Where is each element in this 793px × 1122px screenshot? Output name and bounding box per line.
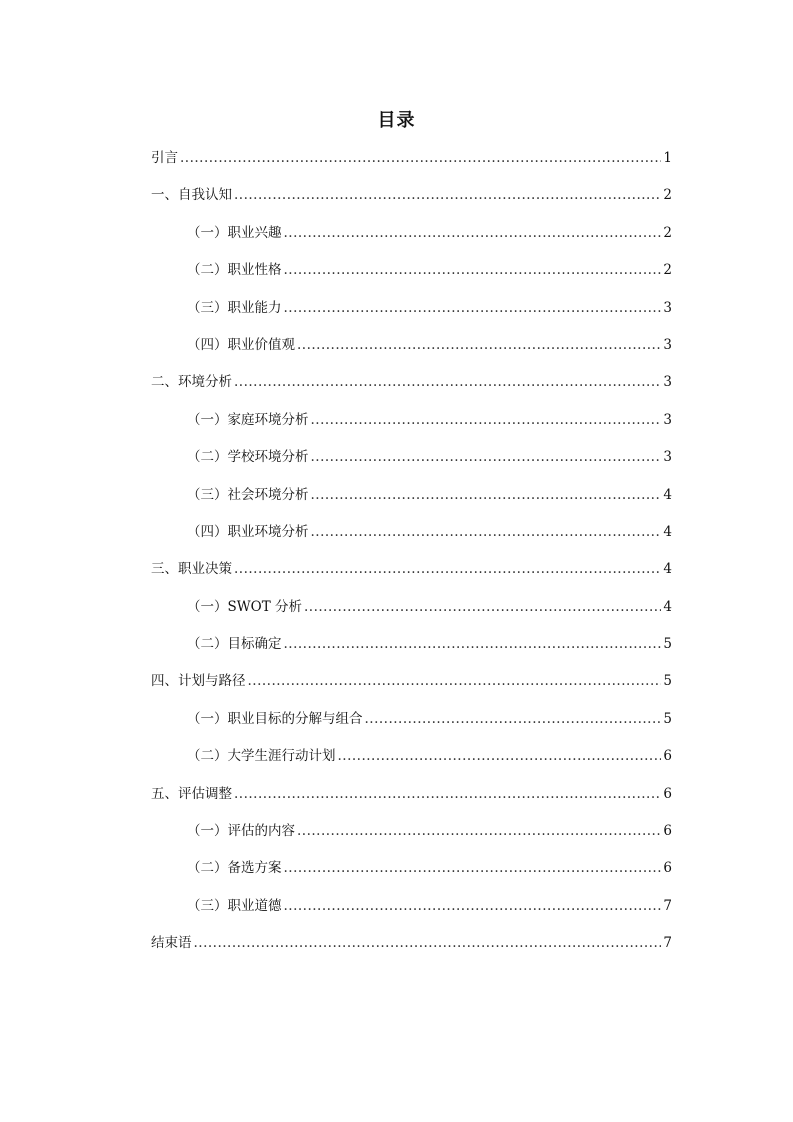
toc-entry-label: （四）职业价值观: [187, 336, 295, 353]
toc-subsection-entry[interactable]: [151, 409, 672, 446]
toc-subsection-entry[interactable]: [151, 708, 672, 745]
toc-entry-label: 一、自我认知: [151, 187, 232, 204]
toc-entry-label: 二、环境分析: [151, 374, 232, 391]
toc-subsection-entry[interactable]: [151, 259, 672, 296]
toc-entry-label: （四）职业环境分析: [187, 523, 309, 540]
toc-dot-leader: [194, 932, 662, 954]
toc-page-number: 2: [663, 187, 672, 204]
toc-page-number: 4: [663, 598, 672, 615]
toc-entry-label: （二）目标确定: [187, 636, 282, 653]
toc-section-entry[interactable]: [151, 147, 672, 184]
toc-subsection-entry[interactable]: [151, 633, 672, 670]
toc-dot-leader: [284, 259, 662, 281]
toc-page-number: 3: [663, 299, 672, 316]
toc-dot-leader: [234, 783, 661, 805]
toc-entry-label: （二）备选方案: [187, 860, 282, 877]
toc-page-number: 6: [663, 785, 672, 802]
toc-subsection-entry[interactable]: [151, 820, 672, 857]
toc-page-number: 4: [663, 486, 672, 503]
toc-page-number: 2: [663, 262, 672, 279]
toc-subsection-entry[interactable]: [151, 297, 672, 334]
toc-dot-leader: [311, 446, 662, 468]
toc-subsection-entry[interactable]: [151, 857, 672, 894]
toc-dot-leader: [304, 596, 661, 618]
toc-page-number: 6: [663, 748, 672, 765]
toc-subsection-entry[interactable]: [151, 334, 672, 371]
toc-subsection-entry[interactable]: [151, 484, 672, 521]
toc-dot-leader: [284, 297, 662, 319]
toc-dot-leader: [297, 820, 661, 842]
toc-dot-leader: [284, 222, 662, 244]
toc-page-number: 3: [663, 411, 672, 428]
toc-dot-leader: [234, 371, 661, 393]
toc-entry-label: （二）学校环境分析: [187, 449, 309, 466]
toc-page-number: 5: [663, 673, 672, 690]
toc-subsection-entry[interactable]: [151, 521, 672, 558]
toc-page-number: 4: [663, 523, 672, 540]
toc-dot-leader: [284, 895, 662, 917]
toc-dot-leader: [248, 670, 662, 692]
toc-section-entry[interactable]: [151, 371, 672, 408]
toc-entry-label: （一）职业兴趣: [187, 224, 282, 241]
toc-subsection-entry[interactable]: [151, 596, 672, 633]
toc-page-number: 4: [663, 561, 672, 578]
toc-dot-leader: [180, 147, 661, 169]
toc-dot-leader: [234, 184, 661, 206]
toc-entry-label: 四、计划与路径: [151, 673, 246, 690]
toc-entry-label: （三）职业能力: [187, 299, 282, 316]
toc-page-number: 3: [663, 449, 672, 466]
toc-page-number: 7: [663, 897, 672, 914]
toc-page-number: 5: [663, 636, 672, 653]
toc-dot-leader: [297, 334, 661, 356]
toc-section-entry[interactable]: [151, 783, 672, 820]
toc-dot-leader: [311, 409, 662, 431]
toc-title: 目录: [377, 110, 416, 131]
toc-entry-label: （三）职业道德: [187, 897, 282, 914]
toc-section-entry[interactable]: [151, 932, 672, 969]
toc-dot-leader: [284, 857, 662, 879]
toc-entry-label: 引言: [151, 150, 178, 166]
toc-entry-label: 五、评估调整: [151, 785, 232, 802]
toc-subsection-entry[interactable]: [151, 745, 672, 782]
toc-entry-label: （一）评估的内容: [187, 823, 295, 840]
toc-dot-leader: [338, 745, 662, 767]
toc-section-entry[interactable]: [151, 670, 672, 707]
toc-entry-label: 三、职业决策: [151, 561, 232, 578]
toc-entry-label: （一）家庭环境分析: [187, 411, 309, 428]
toc-subsection-entry[interactable]: [151, 895, 672, 932]
toc-page-number: 6: [663, 860, 672, 877]
toc-page-number: 1: [663, 150, 672, 166]
toc-page-number: 5: [663, 710, 672, 727]
toc-subsection-entry[interactable]: [151, 446, 672, 483]
toc-section-entry[interactable]: [151, 184, 672, 221]
toc-page-number: 7: [663, 935, 672, 952]
toc-entry-label: （三）社会环境分析: [187, 486, 309, 503]
toc-entry-label: 结束语: [151, 935, 192, 952]
toc-entry-label: （二）职业性格: [187, 262, 282, 279]
toc-page-number: 3: [663, 374, 672, 391]
toc-entry-label: （二）大学生涯行动计划: [187, 748, 336, 765]
table-of-contents: [151, 147, 672, 970]
toc-dot-leader: [234, 558, 661, 580]
toc-page-number: 3: [663, 336, 672, 353]
toc-dot-leader: [365, 708, 662, 730]
toc-entry-label: （一）职业目标的分解与组合: [187, 710, 363, 727]
toc-section-entry[interactable]: [151, 558, 672, 595]
toc-page-number: 6: [663, 823, 672, 840]
toc-entry-label: （一）SWOT 分析: [187, 598, 302, 615]
toc-dot-leader: [311, 521, 662, 543]
toc-dot-leader: [284, 633, 662, 655]
toc-dot-leader: [311, 484, 662, 506]
toc-subsection-entry[interactable]: [151, 222, 672, 259]
toc-page-number: 2: [663, 224, 672, 241]
